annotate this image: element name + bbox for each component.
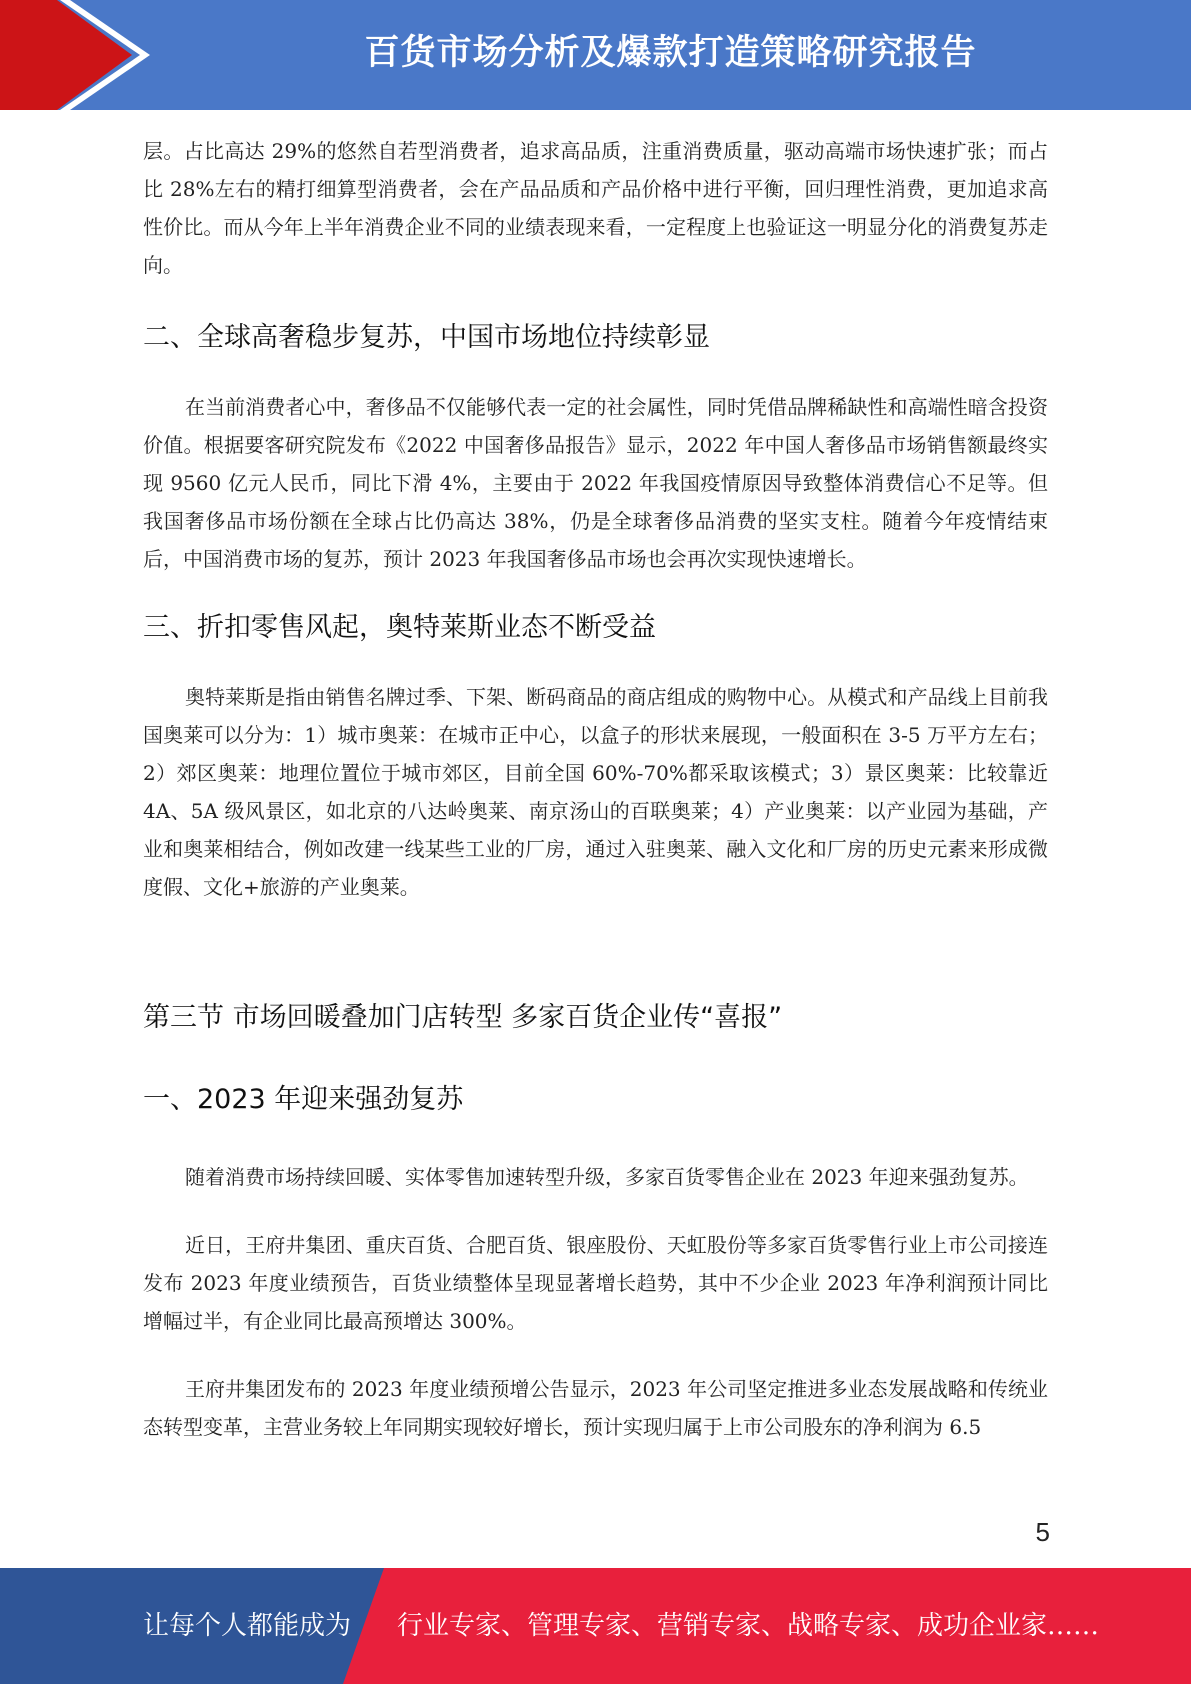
page-content [143,132,1048,1446]
page-header [0,0,1191,110]
wangfujing-paragraph: 王府井集团发布的 2023 年度业绩预增公告显示，2023 年公司坚定推进多业态发展战略和传统业态转型变革，主营业务较上年同期实现较好增长，预计实现归属于上市公司股东的净利润为 6.5 [143,1377,1048,1439]
report-title: 百货市场分析及爆款打造策略研究报告 [364,33,977,73]
chevron-arrow-decoration [0,0,160,110]
recovery-paragraph: 随着消费市场持续回暖、实体零售加速转型升级，多家百货零售企业在 2023 年迎来强劲复苏。 [185,1165,1029,1189]
section-title: 第三节 市场回暖叠加门店转型 多家百货企业传“喜报” [143,1002,783,1033]
page-footer [0,1568,1191,1684]
heading-2023-recovery: 一、2023 年迎来强劲复苏 [143,1084,464,1115]
footer-slogan-left: 让每个人都能成为 [143,1611,352,1641]
footer-slogan-right: 行业专家、管理专家、营销专家、战略专家、成功企业家…… [397,1611,1100,1641]
heading-luxury-recovery: 二、全球高奢稳步复苏，中国市场地位持续彰显 [143,322,710,353]
intro-paragraph: 层。占比高达 29%的悠然自若型消费者，追求高品质，注重消费质量，驱动高端市场快速扩张；而占比 28%左右的精打细算型消费者，会在产品品质和产品价格中进行平衡，回归理性消费，更加追求高性价比。而从今年上半年消费企业不同的业绩表现来看，一定程度上也验证这一明显分化的消费复苏走向。 [143,139,1048,277]
page-number: 5 [1035,1517,1050,1547]
forecast-paragraph: 近日，王府井集团、重庆百货、合肥百货、银座股份、天虹股份等多家百货零售行业上市公司接连发布 2023 年度业绩预告，百货业绩整体呈现显著增长趋势，其中不少企业 2023 年净利润预计同比增幅过半，有企业同比最高预增达 300%。 [143,1233,1048,1333]
outlet-paragraph: 奥特莱斯是指由销售名牌过季、下架、断码商品的商店组成的购物中心。从模式和产品线上目前我国奥莱可以分为：1）城市奥莱：在城市正中心，以盒子的形状来展现，一般面积在 3-5 万平方左右；2）郊区奥莱：地理位置位于城市郊区，目前全国 60%-70%都采取该模式；3）景区奥莱：比较靠近 4A、5A 级风景区，如北京的八达岭奥莱、南京汤山的百联奥莱；4）产业奥莱：以产业园为基础，产业和奥莱相结合，例如改建一线某些工业的厂房，通过入驻奥莱、融入文化和厂房的历史元素来形成微度假、文化+旅游的产业奥莱。 [143,685,1048,899]
heading-outlet: 三、折扣零售风起，奥特莱斯业态不断受益 [143,612,656,643]
luxury-paragraph: 在当前消费者心中，奢侈品不仅能够代表一定的社会属性，同时凭借品牌稀缺性和高端性暗含投资价值。根据要客研究院发布《2022 中国奢侈品报告》显示，2022 年中国人奢侈品市场销售额最终实现 9560 亿元人民币，同比下滑 4%，主要由于 2022 年我国疫情原因导致整体消费信心不足等。但我国奢侈品市场份额在全球占比仍高达 38%，仍是全球奢侈品消费的坚实支柱。随着今年疫情结束后，中国消费市场的复苏，预计 2023 年我国奢侈品市场也会再次实现快速增长。 [143,395,1048,571]
